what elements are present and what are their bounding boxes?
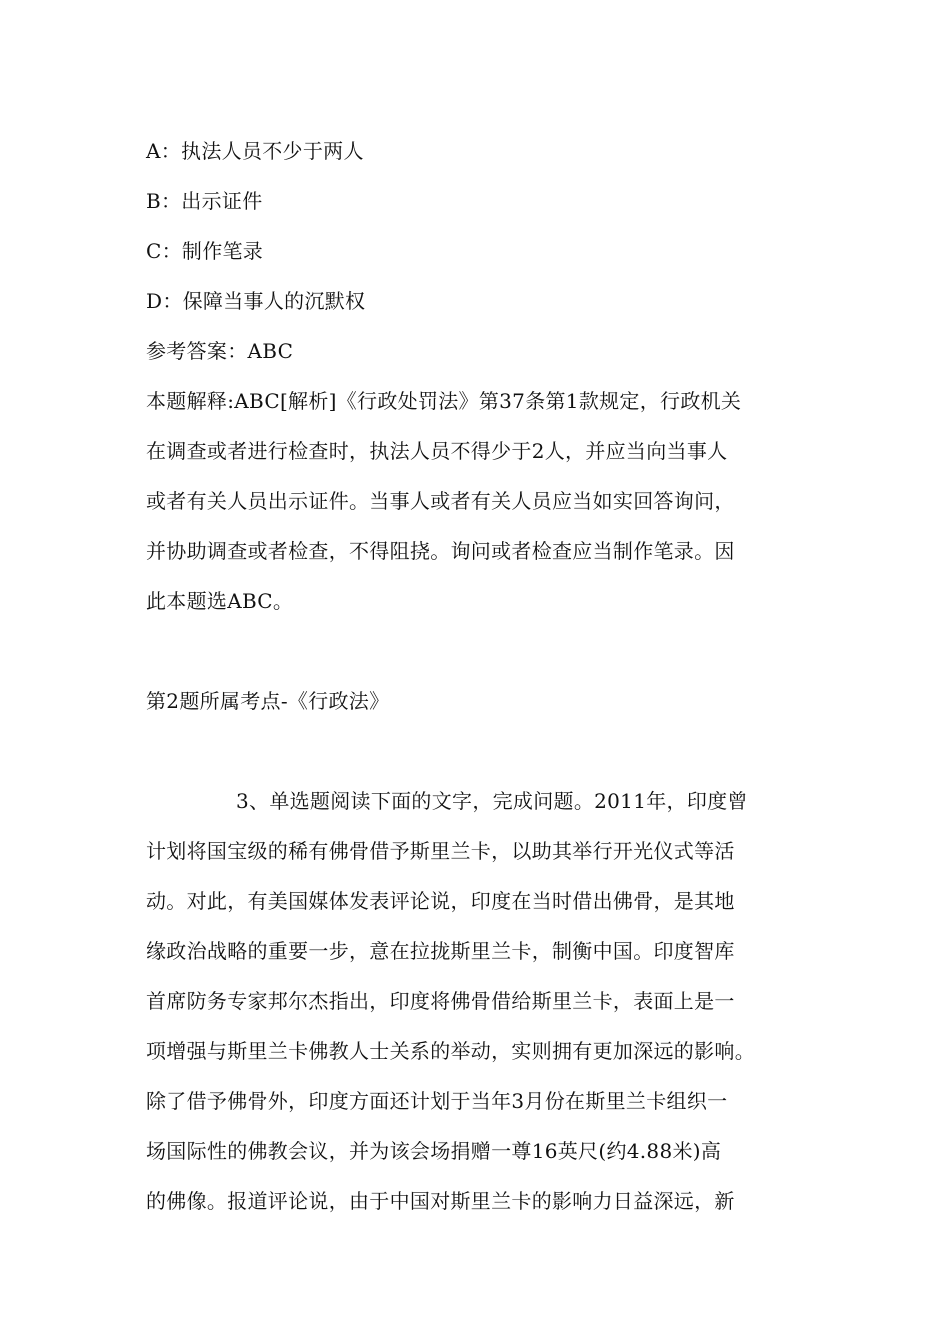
question-line: 3、单选题阅读下面的文字，完成问题。2011年，印度曾 bbox=[236, 789, 748, 813]
question-line: 首席防务专家邦尔杰指出，印度将佛骨借给斯里兰卡，表面上是一 bbox=[146, 989, 735, 1013]
option-b: B：出示证件 bbox=[146, 189, 263, 213]
explanation-line: 并协助调查或者检查，不得阻挠。询问或者检查应当制作笔录。因 bbox=[146, 539, 735, 563]
question-line: 动。对此，有美国媒体发表评论说，印度在当时借出佛骨，是其地 bbox=[146, 889, 735, 913]
option-a: A：执法人员不少于两人 bbox=[146, 139, 364, 163]
explanation-line: 在调查或者进行检查时，执法人员不得少于2人，并应当向当事人 bbox=[146, 439, 728, 463]
question-line: 除了借予佛骨外，印度方面还计划于当年3月份在斯里兰卡组织一 bbox=[146, 1089, 728, 1113]
reference-answer: 参考答案：ABC bbox=[146, 339, 294, 363]
question-line: 项增强与斯里兰卡佛教人士关系的举动，实则拥有更加深远的影响。 bbox=[146, 1039, 755, 1063]
question-line: 计划将国宝级的稀有佛骨借予斯里兰卡，以助其举行开光仪式等活 bbox=[146, 839, 735, 863]
option-d: D：保障当事人的沉默权 bbox=[146, 289, 366, 313]
explanation-line: 或者有关人员出示证件。当事人或者有关人员应当如实回答询问， bbox=[146, 489, 735, 513]
explanation-line: 本题解释:ABC[解析]《行政处罚法》第37条第1款规定，行政机关 bbox=[146, 389, 742, 413]
question-line: 缘政治战略的重要一步，意在拉拢斯里兰卡，制衡中国。印度智库 bbox=[146, 939, 735, 963]
question-line: 的佛像。报道评论说，由于中国对斯里兰卡的影响力日益深远，新 bbox=[146, 1189, 735, 1213]
explanation-line: 此本题选ABC。 bbox=[146, 589, 294, 613]
topic-label: 第2题所属考点-《行政法》 bbox=[146, 689, 390, 713]
question-line: 场国际性的佛教会议，并为该会场捐赠一尊16英尺(约4.88米)高 bbox=[146, 1139, 722, 1163]
option-c: C：制作笔录 bbox=[146, 239, 264, 263]
